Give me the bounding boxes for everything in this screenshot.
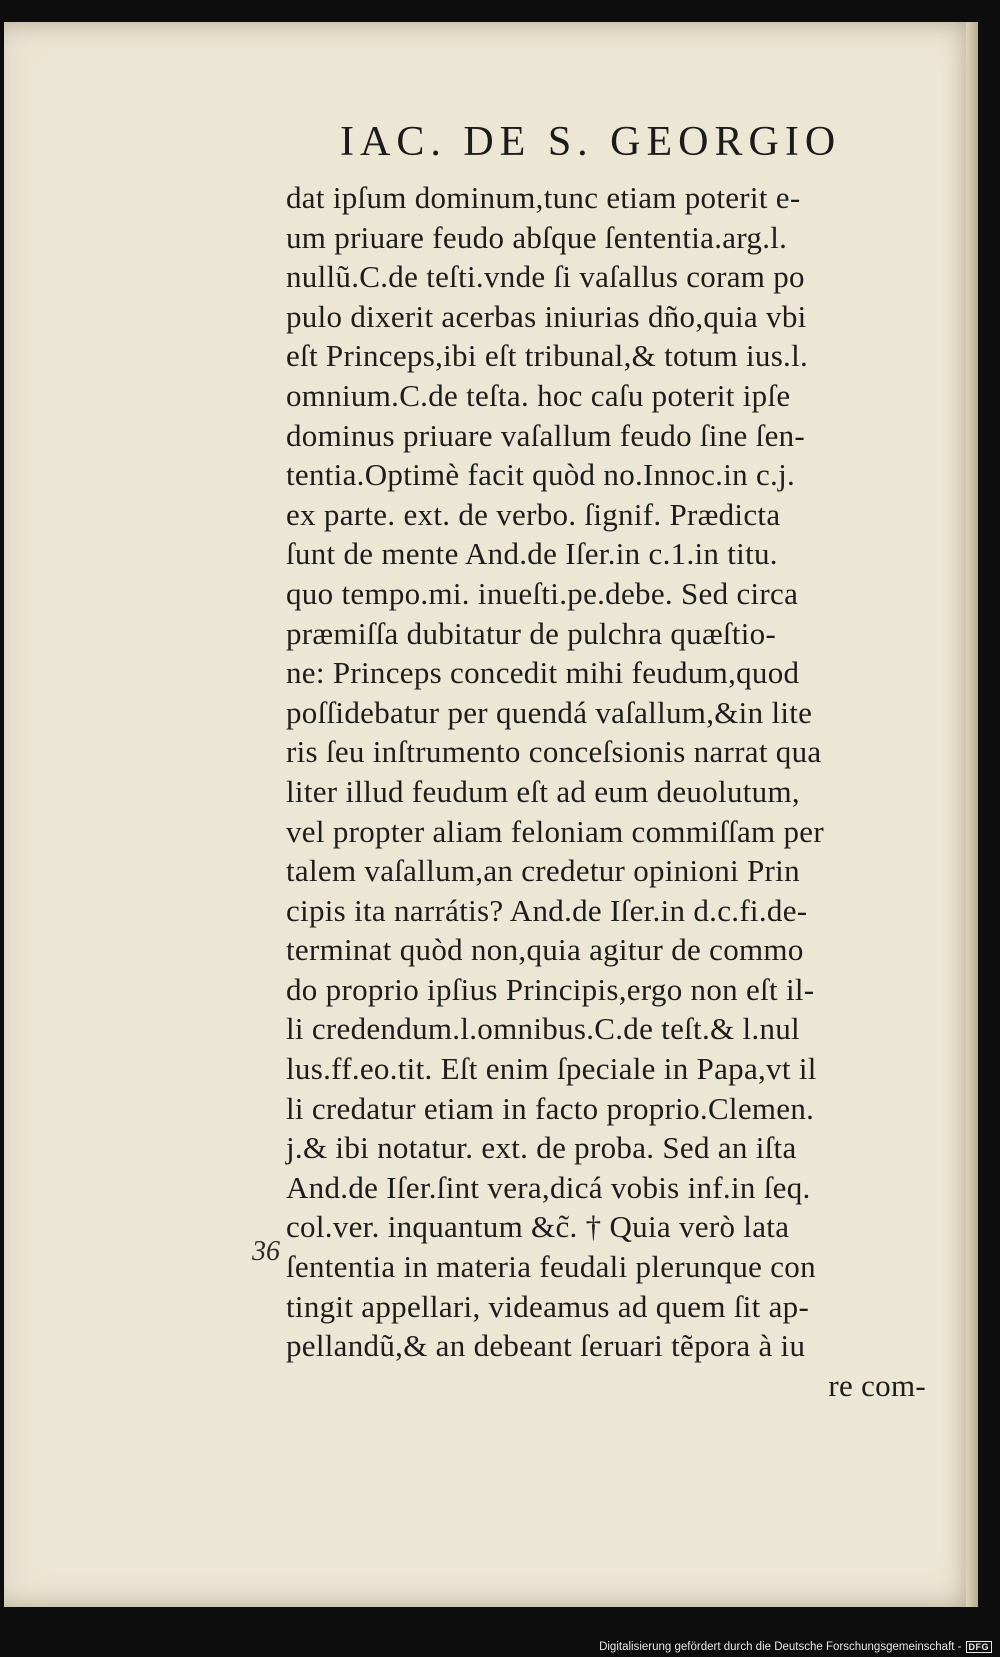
text-line: ex parte. ext. de verbo. ſignif. Prædicta — [286, 496, 781, 532]
text-line: eſt Princeps,ibi eſt tribunal,& totum ius.l. — [286, 338, 809, 374]
text-line: ris ſeu inſtrumento conceſsionis narrat qua — [286, 734, 822, 770]
text-line: ne: Princeps concedit mihi feudum,quod — [286, 655, 800, 691]
text-line: nullũ.C.de teſti.vnde ſi vaſallus coram po — [286, 259, 805, 295]
text-line: liter illud feudum eſt ad eum deuolutum, — [286, 773, 800, 809]
text-line: omnium.C.de teſta. hoc caſu poterit ipſe — [286, 377, 791, 413]
text-line: tingit appellari, videamus ad quem ſit ap- — [286, 1288, 810, 1324]
text-line: And.de Iſer.ſint vera,dicá vobis inf.in ſeq. — [286, 1169, 811, 1205]
text-line: tentia.Optimè facit quòd no.Innoc.in c.j. — [286, 457, 796, 493]
text-line: ſunt de mente And.de Iſer.in c.1.in titu. — [286, 536, 778, 572]
catchword: re com- — [828, 1367, 926, 1403]
text-block — [286, 178, 926, 1405]
text-line: vel propter aliam feloniam commiſſam per — [286, 813, 824, 849]
text-line: col.ver. inquantum &c̃. † Quia verò lata — [286, 1209, 790, 1245]
text-line: pellandũ,& an debeant ſeruari tẽpora à iu — [286, 1328, 806, 1364]
text-line: ſententia in materia feudali plerunque con — [286, 1249, 816, 1285]
page-edge — [966, 22, 978, 1607]
text-line: um priuare feudo abſque ſententia.arg.l. — [286, 219, 788, 255]
text-line: cipis ita narrátis? And.de Iſer.in d.c.fi.de- — [286, 892, 808, 928]
footer — [599, 1641, 992, 1653]
text-line: quo tempo.mi. inueſti.pe.debe. Sed circa — [286, 575, 799, 611]
text-line: lus.ff.eo.tit. Eſt enim ſpeciale in Papa,vt il — [286, 1051, 817, 1087]
text-line: dat ipſum dominum,tunc etiam poterit e- — [286, 180, 801, 215]
text-line: pulo dixerit acerbas iniurias dño,quia vbi — [286, 298, 807, 334]
running-header: IAC. DE S. GEORGIO — [340, 119, 842, 165]
text-line: dominus priuare vaſallum feudo ſine ſen- — [286, 417, 806, 453]
text-line: j.& ibi notatur. ext. de proba. Sed an iſta — [286, 1130, 797, 1166]
text-line: præmiſſa dubitatur de pulchra quæſtio- — [286, 615, 777, 651]
text-line: poſſidebatur per quendá vaſallum,&in lite — [286, 694, 813, 730]
text-line: li credatur etiam in facto proprio.Clemen. — [286, 1090, 815, 1126]
text-line: talem vaſallum,an credetur opinioni Prin — [286, 853, 800, 889]
footer-credit: Digitalisierung gefördert durch die Deutsche Forschungsgemeinschaft - — [599, 1641, 962, 1653]
margin-number: 36 — [252, 1236, 280, 1267]
dfg-logo: DFG — [966, 1641, 993, 1653]
text-line: terminat quòd non,quia agitur de commo — [286, 932, 804, 968]
text-line: li credendum.l.omnibus.C.de teſt.& l.nul — [286, 1011, 800, 1047]
text-line: do proprio ipſius Principis,ergo non eſt il- — [286, 971, 815, 1007]
